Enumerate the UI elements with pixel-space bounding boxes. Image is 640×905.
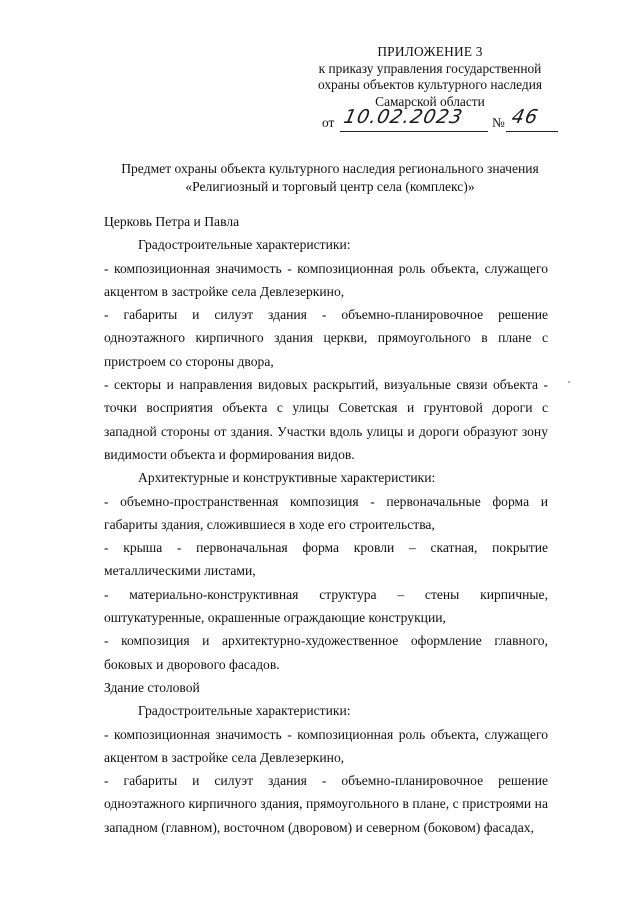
list-item: - композиционная значимость - композиционная роль объекта, служащего акцентом в застройке села Девлезеркино, — [104, 260, 548, 299]
list-item: - объемно-пространственная композиция - первоначальные форма и габариты здания, сложившиеся в ходе его строительства, — [104, 493, 548, 532]
list-item: - композиция и архитектурно-художественное оформление главного, боковых и дворового фасадов. — [104, 633, 548, 672]
number-prefix: № — [492, 115, 505, 130]
title-line-2: «Религиозный и торговый центр села (комплекс)» — [185, 178, 475, 194]
appendix-heading: ПРИЛОЖЕНИЕ 3 — [377, 44, 483, 59]
handwritten-date: 10.02.2023 — [341, 106, 466, 128]
title-line-1: Предмет охраны объекта культурного наследия регионального значения — [121, 161, 539, 176]
order-date-number-line — [322, 106, 562, 132]
list-item: - крыша - первоначальная форма кровли – скатная, покрытие металлическими листами, — [104, 540, 548, 579]
appendix-line-2: охраны объектов культурного наследия — [317, 77, 543, 92]
subsection-heading: Градостроительные характеристики: — [138, 703, 351, 719]
list-item: - секторы и направления видовых раскрытий, визуальные связи объекта - точки восприятия объекта с улицы Советская и грунтовой дороги с западной стороны от здания. Участки вдоль улицы и дороги образуют зону видимости объекта и формирования видов. — [104, 377, 548, 462]
number-underline — [506, 131, 558, 132]
appendix-line-1: к приказу управления государственной — [318, 60, 542, 76]
appendix-line-3: Самарской области — [375, 93, 485, 109]
list-item: - композиционная значимость - композиционная роль объекта, служащего акцентом в застройке села Девлезеркино, — [104, 726, 548, 765]
date-prefix: от — [322, 115, 335, 130]
subsection-heading: Градостроительные характеристики: — [138, 237, 351, 253]
document-body — [104, 210, 548, 839]
document-title — [100, 160, 560, 195]
list-item: - материально-конструктивная структура – стены кирпичные, оштукатуренные, окрашенные ограждающие конструкции, — [104, 586, 548, 626]
handwritten-number: 46 — [509, 106, 541, 128]
scan-speck — [568, 381, 570, 383]
list-item: - габариты и силуэт здания - объемно-планировочное решение одноэтажного кирпичного здания церкви, прямоугольного в плане с пристроем со стороны двора, — [104, 307, 548, 369]
section-heading: Церковь Петра и Павла — [104, 214, 240, 229]
date-underline — [340, 131, 488, 132]
list-item: - габариты и силуэт здания - объемно-планировочное решение одноэтажного кирпичного здания, прямоугольного в плане, с пристроями на западном (главном), восточном (дворовом) и северном (боковом) фасадах, — [104, 773, 548, 835]
section-heading: Здание столовой — [104, 679, 200, 695]
appendix-header — [300, 44, 560, 110]
subsection-heading: Архитектурные и конструктивные характеристики: — [138, 470, 436, 486]
